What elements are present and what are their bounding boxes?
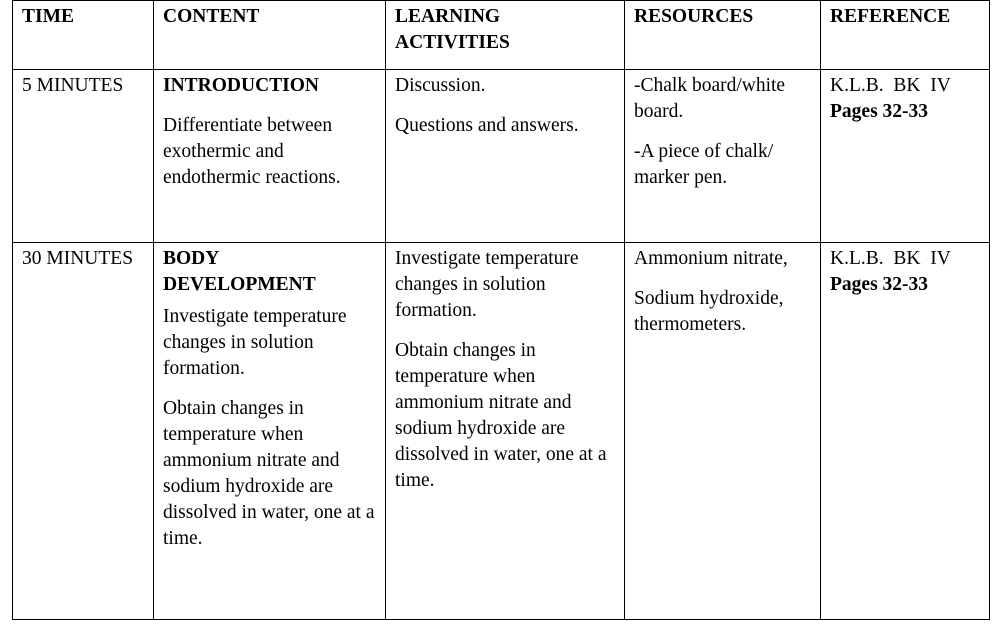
header-learning-activities: LEARNING ACTIVITIES (386, 1, 625, 70)
cell-resources (625, 242, 821, 619)
header-row (13, 1, 990, 70)
cell-time: 5 MINUTES (13, 70, 154, 243)
reference-pages: Pages 32-33 (830, 273, 929, 295)
activity-text: Questions and answers. (395, 115, 579, 137)
header-resources: RESOURCES (625, 1, 821, 70)
content-text: Obtain changes in temperature when ammonium nitrate and sodium hydroxide are dissolved in water, one at a time. (163, 397, 375, 549)
activity-text: Discussion. (395, 75, 486, 97)
cell-content (154, 70, 386, 243)
activity-text: Investigate temperature changes in solution formation. (395, 247, 579, 321)
cell-activities (386, 242, 625, 619)
header-reference: REFERENCE (821, 1, 990, 70)
cell-time: 30 MINUTES (13, 242, 154, 619)
content-text: Investigate temperature changes in solution formation. (163, 305, 347, 379)
resource-text: Ammonium nitrate, (634, 247, 788, 269)
cell-activities (386, 70, 625, 243)
resource-text: Sodium hydroxide, thermometers. (634, 287, 784, 335)
resource-text: -Chalk board/white board. (634, 75, 786, 123)
resource-text: -A piece of chalk/ marker pen. (634, 141, 774, 189)
cell-resources (625, 70, 821, 243)
content-title: BODY DEVELOPMENT (163, 247, 316, 295)
cell-reference (821, 70, 990, 243)
table-row-introduction (13, 70, 990, 243)
content-text: Differentiate between exothermic and endothermic reactions. (163, 115, 341, 189)
lesson-plan-table (12, 0, 990, 620)
content-title: INTRODUCTION (163, 75, 320, 97)
reference-book: K.L.B. BK IV (830, 75, 951, 97)
header-content: CONTENT (154, 1, 386, 70)
table-row-body-development (13, 242, 990, 619)
cell-content (154, 242, 386, 619)
cell-reference (821, 242, 990, 619)
reference-book: K.L.B. BK IV (830, 247, 951, 269)
activity-text: Obtain changes in temperature when ammonium nitrate and sodium hydroxide are dissolved in water, one at a time. (395, 339, 607, 491)
reference-pages: Pages 32-33 (830, 101, 929, 123)
header-time: TIME (13, 1, 154, 70)
